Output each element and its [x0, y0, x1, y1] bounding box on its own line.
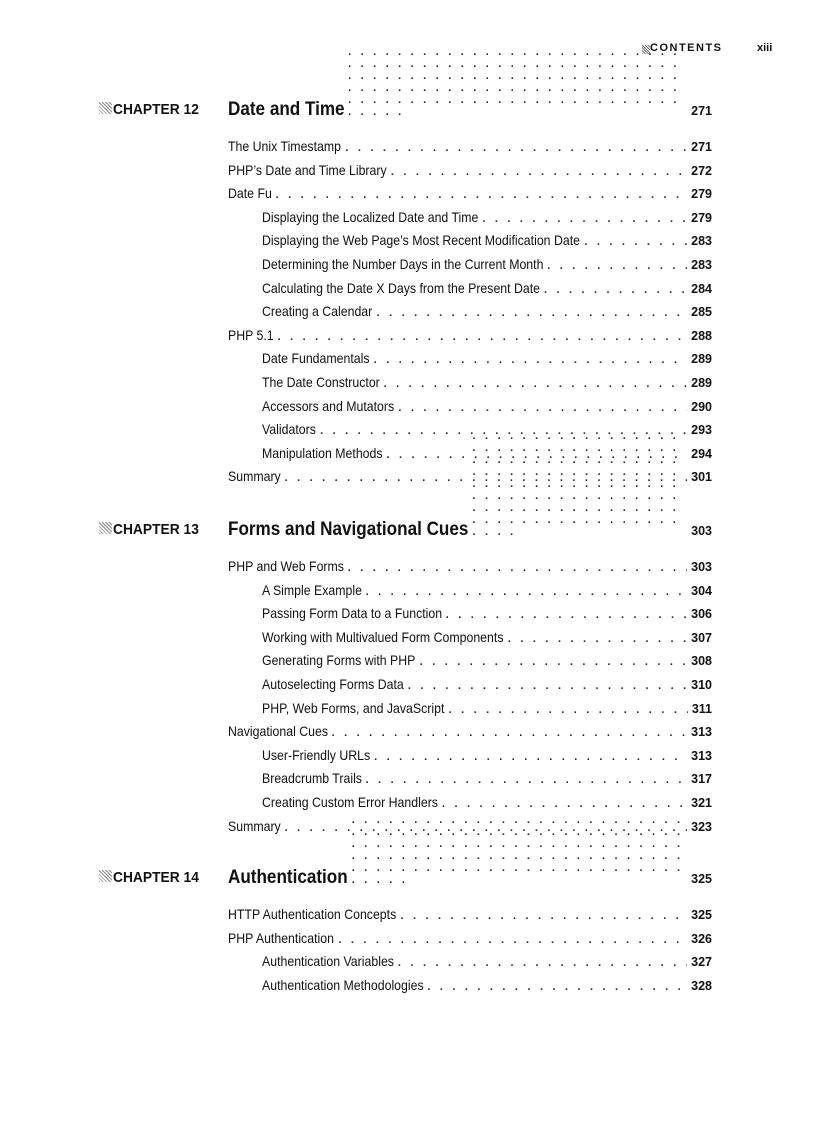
toc-subentry[interactable] — [262, 398, 712, 418]
toc-subentry[interactable] — [262, 770, 712, 790]
dot-leader — [278, 331, 688, 343]
toc-subentry[interactable] — [262, 747, 712, 767]
chapter-label: CHAPTER 12 — [113, 101, 199, 118]
dot-leader — [366, 586, 688, 598]
toc-page-number: 289 — [691, 352, 712, 367]
dot-leader — [374, 751, 687, 763]
dot-leader — [348, 46, 687, 118]
dot-leader — [400, 910, 687, 922]
chapter-marker-icon — [99, 102, 112, 114]
toc-page-number: 284 — [691, 281, 712, 296]
toc-page-number: 311 — [691, 701, 712, 716]
toc-entry-title: Authentication Variables — [262, 953, 394, 970]
toc-subentry[interactable] — [262, 280, 712, 300]
toc-page-number: 304 — [691, 583, 712, 598]
chapter-marker-icon — [99, 522, 112, 534]
toc-page-number: 293 — [691, 423, 712, 438]
toc-entry-title: Validators — [262, 421, 316, 438]
toc-subentry[interactable] — [262, 700, 712, 720]
toc-subentry[interactable] — [262, 374, 712, 394]
toc-page-number: 272 — [691, 163, 712, 178]
toc-page-number: 307 — [691, 630, 712, 645]
chapter-label: CHAPTER 14 — [113, 869, 199, 886]
chapter-page-number: 303 — [691, 524, 712, 538]
toc-page-number: 327 — [691, 955, 712, 970]
toc-page-number: 279 — [691, 187, 712, 202]
chapter-heading[interactable] — [0, 95, 816, 121]
toc-subentry[interactable] — [262, 582, 712, 602]
dot-leader — [366, 774, 688, 786]
chapter-page-number: 271 — [691, 104, 712, 118]
toc-entry[interactable] — [228, 185, 712, 205]
dot-leader — [391, 166, 687, 178]
toc-subentry[interactable] — [262, 256, 712, 276]
toc-subentry[interactable] — [262, 676, 712, 696]
dot-leader — [544, 284, 687, 296]
toc-entry-title: Date Fu — [228, 185, 272, 202]
toc-entry-title: Accessors and Mutators — [262, 397, 395, 414]
dot-leader — [446, 609, 687, 621]
toc-entry-title: PHP Authentication — [228, 929, 334, 946]
toc-entry-title: Displaying the Web Page’s Most Recent Modification Date — [262, 232, 580, 249]
toc-subentry[interactable] — [262, 652, 712, 672]
dot-leader — [420, 656, 687, 668]
dot-leader — [427, 981, 687, 993]
toc-page-number: 323 — [691, 819, 712, 834]
toc-entry-title: Generating Forms with PHP — [262, 652, 416, 669]
dot-leader — [374, 354, 687, 366]
chapter-title-row — [228, 515, 712, 541]
toc-page-number: 279 — [691, 210, 712, 225]
toc-subentry[interactable] — [262, 794, 712, 814]
toc-subentry[interactable] — [262, 953, 712, 973]
toc-entry[interactable] — [228, 723, 712, 743]
toc-entry-title: PHP, Web Forms, and JavaScript — [262, 699, 445, 716]
dot-leader — [384, 378, 688, 390]
toc-entry[interactable] — [228, 930, 712, 950]
toc-entry-title: Working with Multivalued Form Components — [262, 628, 504, 645]
toc-entry-title: Passing Form Data to a Function — [262, 605, 443, 622]
toc-page-number: 289 — [691, 376, 712, 390]
dot-leader — [442, 798, 687, 810]
toc-entry-title: Summary — [228, 817, 281, 834]
toc-entry[interactable] — [228, 906, 712, 926]
chapter-page-number: 325 — [691, 872, 712, 886]
dot-leader — [449, 704, 688, 716]
chapter-heading[interactable] — [0, 863, 816, 889]
toc-page-number: 283 — [691, 234, 712, 249]
chapter-title: Authentication — [228, 867, 348, 888]
toc-entry-title: The Date Constructor — [262, 374, 380, 390]
toc-page-number: 303 — [691, 560, 712, 574]
toc-entry-title: Manipulation Methods — [262, 444, 383, 461]
chapter-label: CHAPTER 13 — [113, 521, 199, 538]
dot-leader — [352, 814, 687, 886]
toc-subentry[interactable] — [262, 629, 712, 649]
dot-leader — [398, 957, 687, 969]
toc-entry-title: User-Friendly URLs — [262, 746, 371, 763]
toc-entry-title: Navigational Cues — [228, 723, 328, 740]
toc-page-number: 321 — [691, 796, 712, 810]
toc-entry-title: Date Fundamentals — [262, 350, 370, 367]
chapter-marker-icon — [99, 870, 112, 882]
toc-page-number: 306 — [691, 607, 712, 622]
toc-entry-title: Calculating the Date X Days from the Present Date — [262, 279, 541, 296]
toc-subentry[interactable] — [262, 303, 712, 323]
toc-page-number: 283 — [691, 258, 712, 272]
toc-entry-title: PHP and Web Forms — [228, 558, 344, 574]
dot-leader — [547, 260, 687, 272]
chapter-title-row — [228, 95, 712, 121]
toc-entry-title: Authentication Methodologies — [262, 976, 424, 993]
dot-leader — [584, 236, 687, 248]
toc-page-number: 290 — [691, 399, 712, 414]
chapter-heading[interactable] — [0, 515, 816, 541]
toc-entry-title: Displaying the Localized Date and Time — [262, 208, 479, 225]
dot-leader — [338, 934, 687, 946]
toc-entry-title: Creating Custom Error Handlers — [262, 794, 438, 810]
toc-entry-title: Breadcrumb Trails — [262, 770, 362, 787]
toc-page-number: 313 — [691, 748, 712, 763]
toc-entry-title: Creating a Calendar — [262, 303, 373, 320]
toc-entry[interactable] — [228, 558, 712, 578]
dot-leader — [276, 189, 687, 201]
toc-entry-title: PHP’s Date and Time Library — [228, 161, 387, 178]
toc-subentry[interactable] — [262, 232, 712, 252]
header-label: CONTENTS — [650, 42, 723, 54]
toc-page-number: 288 — [691, 328, 712, 343]
toc-subentry[interactable] — [262, 977, 712, 997]
toc-subentry[interactable] — [262, 209, 712, 229]
toc-entry-title: Summary — [228, 468, 281, 485]
dot-leader — [348, 562, 687, 574]
toc-entry-title: Autoselecting Forms Data — [262, 676, 404, 692]
toc-page-number: 301 — [691, 470, 712, 485]
toc-entry-title: PHP 5.1 — [228, 326, 274, 343]
dot-leader — [332, 727, 688, 739]
chapter-title: Forms and Navigational Cues — [228, 519, 469, 540]
toc-entry[interactable] — [228, 138, 712, 158]
toc-subentry[interactable] — [262, 605, 712, 625]
toc-subentry[interactable] — [262, 350, 712, 370]
dot-leader — [482, 213, 687, 225]
toc-page-number: 294 — [691, 446, 712, 461]
dot-leader — [398, 402, 687, 414]
toc-entry[interactable] — [228, 327, 712, 347]
toc-page-number: 313 — [691, 725, 712, 740]
toc-entry-title: HTTP Authentication Concepts — [228, 906, 397, 922]
dot-leader — [473, 430, 688, 538]
toc-page-number: 285 — [691, 305, 712, 320]
toc-page-number: 308 — [691, 654, 712, 669]
dot-leader — [377, 307, 688, 319]
toc-entry[interactable] — [228, 162, 712, 182]
toc-page-number: 326 — [691, 931, 712, 946]
toc-entry-title: A Simple Example — [262, 581, 362, 598]
toc-entry-title: The Unix Timestamp — [228, 138, 341, 154]
dot-leader — [345, 142, 687, 154]
toc-page-number: 271 — [691, 140, 712, 154]
toc-page-number: 328 — [691, 978, 712, 993]
toc-page-number: 310 — [691, 678, 712, 692]
dot-leader — [508, 633, 687, 645]
toc-page-number: 325 — [691, 908, 712, 922]
chapter-title-row — [228, 863, 712, 889]
toc-page-number: 317 — [691, 772, 712, 787]
dot-leader — [408, 680, 687, 692]
header-page-number: xiii — [757, 42, 773, 54]
toc-entry-title: Determining the Number Days in the Current Month — [262, 256, 544, 272]
chapter-title: Date and Time — [228, 99, 345, 120]
